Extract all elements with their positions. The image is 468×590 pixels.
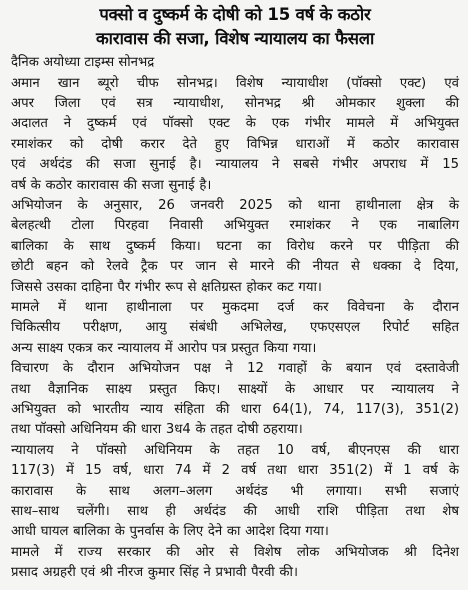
body-line: अभियुक्त को भारतीय न्याय संहिता की धारा 64(1), 74, 117(3), 351(2) xyxy=(11,402,459,417)
body-line: मामले में थाना हाथीनाला पर मुकदमा दर्ज कर विवेचना के दौरान xyxy=(11,299,459,315)
body-line: विचारण के दौरान अभियोजन पक्ष ने 12 गवाहों के बयान एवं दस्तावेजी xyxy=(11,361,459,377)
body-line: आधी घायल बालिका के पुनर्वास के लिए देने का आदेश दिया गया। xyxy=(11,524,329,540)
headline-line-2: कारावास की सजा, विशेष न्यायालय का फैसला xyxy=(95,29,375,48)
body-line: एवं अर्थदंड की सजा सुनाई है। न्यायालय ने सबसे गंभीर अपराध में 15 xyxy=(11,157,459,173)
body-line: अभियोजन के अनुसार, 26 जनवरी 2025 को थाना हाथीनाला क्षेत्र के xyxy=(11,197,459,213)
body-line: 117(3) में 15 वर्ष, धारा 74 में 2 वर्ष तथा धारा 351(2) में 1 वर्ष के xyxy=(11,463,459,479)
body-line: बेलहत्थी टोला पिरहवा निवासी अभियुक्त रमाशंकर ने एक नाबालिग xyxy=(11,218,459,234)
byline: दैनिक अयोध्या टाइम्स सोनभद्र xyxy=(11,55,155,70)
body-line: अमान खान ब्यूरो चीफ सोनभद्र। विशेष न्यायाधीश (पॉक्सो एक्ट) एवं xyxy=(11,75,459,91)
body-line: बालिका के साथ दुष्कर्म किया। घटना का विरोध करने पर पीड़िता की xyxy=(11,238,459,254)
body-line: जिससे उसका दाहिना पैर गंभीर रूप से क्षतिग्रस्त होकर कट गया। xyxy=(11,279,322,295)
body-line: कारावास के साथ अलग–अलग अर्थदंड भी लगाया। सभी सजाएं xyxy=(11,483,459,499)
body-line: अन्य साक्ष्य एकत्र कर न्यायालय में आरोप पत्र प्रस्तुत किया गया। xyxy=(11,340,317,356)
headline xyxy=(11,3,459,51)
body-line: अपर जिला एवं सत्र न्यायाधीश, सोनभद्र श्री ओमकार शुक्ला की xyxy=(11,95,459,111)
article-body xyxy=(11,74,459,584)
body-line: प्रसाद अग्रहरी एवं श्री नीरज कुमार सिंह ने प्रभावी पैरवी की। xyxy=(11,565,298,581)
body-line: चिकित्सीय परीक्षण, आयु संबंधी अभिलेख, एफएसएल रिपोर्ट सहित xyxy=(11,320,459,336)
body-line: अदालत ने दुष्कर्म एवं पॉक्सो एक्ट के एक गंभीर मामले में अभियुक्त xyxy=(11,116,459,132)
body-line: तथा पॉक्सो अधिनियम की धारा 3ध4 के तहत दोषी ठहराया। xyxy=(11,422,303,438)
body-line: रमाशंकर को दोषी करार देते हुए विभिन्न धाराओं में कठोर कारावास xyxy=(11,136,459,152)
headline-line-1: पक्सो व दुष्कर्म के दोषी को 15 वर्ष के कठोर xyxy=(99,5,371,24)
body-line: साथ–साथ चलेंगी। साथ ही अर्थदंड की आधी राशि पीड़िता तथा शेष xyxy=(11,504,459,520)
body-line: तथा वैज्ञानिक साक्ष्य प्रस्तुत किए। साक्ष्यों के आधार पर न्यायालय ने xyxy=(11,381,459,397)
body-line: वर्ष के कठोर कारावास की सजा सुनाई है। xyxy=(11,177,212,193)
body-line: छोटी बहन को रेलवे ट्रैक पर जान से मारने की नीयत से धक्का दे दिया, xyxy=(11,259,459,275)
body-line: न्यायालय ने पॉक्सो अधिनियम के तहत 10 वर्ष, बीएनएस की धारा xyxy=(11,442,459,458)
body-line: मामले में राज्य सरकार की ओर से विशेष लोक अभियोजक श्री दिनेश xyxy=(11,544,459,560)
